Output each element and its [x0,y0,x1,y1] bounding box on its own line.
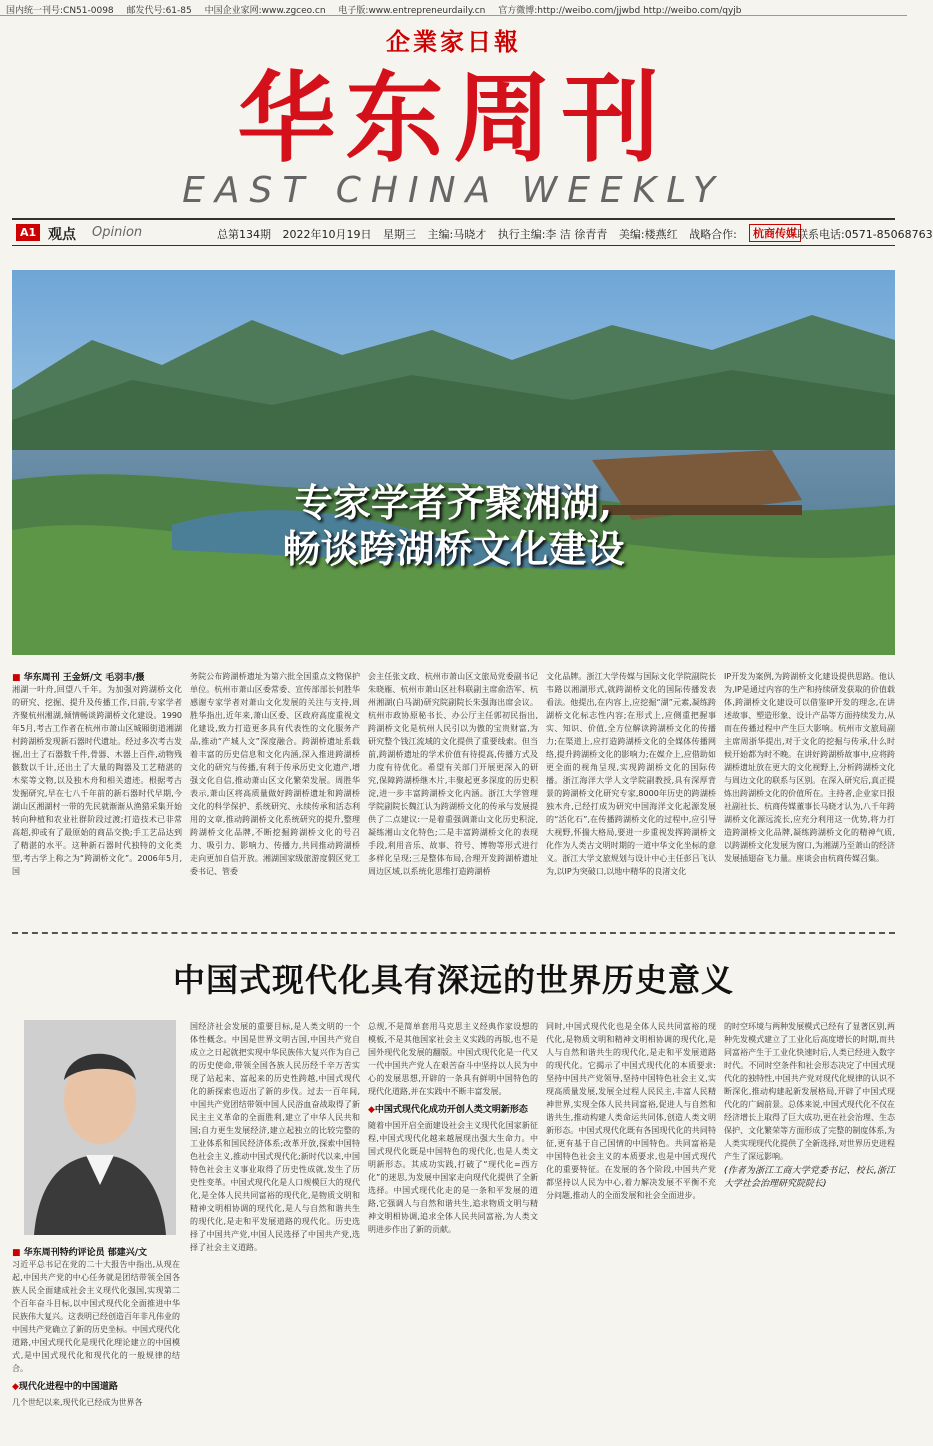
masthead-english: EAST CHINA WEEKLY [182,170,725,211]
story1-byline-text: 华东周刊 王金妍/文 毛羽丰/摄 [23,673,145,683]
author-portrait-image [24,1020,176,1235]
weibo-link[interactable]: 官方微博:http://weibo.com/jjwbd http://weibo.com/qyjb [498,6,742,16]
story2-column-3 [368,1020,538,1440]
page-number: A1 [16,224,40,241]
author-portrait [24,1020,176,1235]
partner-label: 战略合作: [689,228,737,241]
story1-byline: ■ 华东周刊 王金妍/文 毛羽丰/摄 [12,673,145,683]
paper-logo: 企業家日報 [386,27,521,56]
story1-col1-text: 湘湖一叶舟,回望八千年。为加强对跨湖桥文化的研究、挖掘、提升及传播工作,日前,专家学者齐聚杭州湘湖,倾情畅谈跨湖桥文化建设。1990年5月,考古工作者在杭州市萧山区城厢街道湘湖村跨湖桥发现新石器时代遗址。经过多次考古发掘,出土了石器数千件,骨器、木器上百件,动物残骸数以千计,还出土了大量的陶器及工艺精湛的木桨等文物,以及独木舟和相关遗迹。根据考古发掘研究,早在七八千年前的新石器时代早期,今湖山区湘湖村一带的先民就渐渐从渔猎采集开始转向种植和农业社群阶段过渡;打造技术已非常高超,抑或有了最原始的商品交换;手工艺品达到了精湛的水平。这种新石器时代独特的文化类型,考古学上称之为“跨湖桥文化”。2006年5月,国 [12,685,182,876]
partner-logo: 杭商传媒 [749,224,801,242]
story2-column-5 [724,1020,895,1440]
story1-column-5: IP开发为案例,为跨湖桥文化建设提供思路。他认为,IP是通过内容的生产和持续研发获取的价值载体,跨湖桥文化建设可以借鉴IP开发的理念,在讲述故事、塑造形象、设计产品等方面持续发力,从而在传播过程中产生巨大影响。杭州市文旅局副主席周浙华提出,对于文化的挖掘与传承,什么时候开始都为时不晚。在讲好跨湖桥故事中,应将跨湖桥遗址放在更大的文化视野上,分析跨湖桥文化与周边文化的联系与区别。在深入研究后,真正提炼出跨湖桥文化的价值所在。主持者,企业家日报社副社长、杭商传媒董事长马晓才认为,八千年跨湖桥文化源远流长,应充分利用这一优势,将力打造跨湖桥文化品牌,凝练跨湖桥文化的精神气质,以跨湖桥文化发展为窗口,为湘湖乃至萧山的经济发展插翅奋飞力量。座谈会由杭商传媒召集。 [724,672,895,863]
story2-column-1 [12,1245,180,1440]
section-divider [12,932,895,934]
post-code: 邮发代号:61-85 [126,6,192,16]
story2-subhead-1-text: 现代化进程中的中国道路 [18,1382,118,1392]
story2-byline: ■ 华东周刊特约评论员 郁建兴/文 [12,1248,148,1258]
headline-story1-line1: 专家学者齐聚湘湖, [294,480,613,525]
site-link[interactable]: 中国企业家网:www.zgceo.cn [204,6,326,16]
story2-column-2: 国经济社会发展的重要目标,是人类文明的一个体性概念。中国是世界文明古国,中国共产党自成立之日起就把实现中华民族伟大复兴作为自己的历史使命,带领全国各族人民历经千辛万苦实现了站起来、富起来的历史性跨越,中国式现代化的新探索也迈出了新的步伐。过去一百年间,中国共产党团结带领中国人民浴血奋战取得了新民主主义革命的全面胜利,建立了中华人民共和国;自力更生发展经济,建立起独立的比较完整的工业体系和国民经济体系;改革开放,探索中国特色社会主义,推动中国式现代化;新时代以来,中国特色社会主义事业取得了历史性成就,发生了历史性变革。中国式现代化是人口规模巨大的现代化,是全体人民共同富裕的现代化,是物质文明和精神文明相协调的现代化,是人与自然和谐共生的现代化,是走和平发展道路的现代化。历史选择了中国共产党,中国人民选择了中国共产党,选择了社会主义道路。 [190,1022,360,1252]
issue-info-bar [12,218,933,246]
story1-column-1 [12,670,182,925]
story2-byline-text: 华东周刊特约评论员 郁建兴/文 [23,1248,148,1258]
contact-phone: 联系电话:0571-85068763 [797,228,933,241]
issue-meta [217,226,745,242]
story2-col3-bottom: 随着中国开启全面建设社会主义现代化国家新征程,中国式现代化越来越展现出强大生命力。中国式现代化既是中国特色的现代化,也是人类文明新形态。其成功实践,打破了“现代化=西方化”的迷思,为发展中国家走向现代化提供了全新选择。中国式现代化走的是一条和平发展的道路,它强调人与自然和谐共生,追求物质文明与精神文明相协调,追求全体人民共同富裕,为人类文明进步作出了新的贡献。 [368,1121,538,1234]
issue-number: 总第134期 [217,228,271,241]
story2-col1-text: 习近平总书记在党的二十大报告中指出,从现在起,中国共产党的中心任务就是团结带领全国各族人民全面建成社会主义现代化强国,实现第二个百年奋斗目标,以中国式现代化全面推进中华民族伟大复兴。这表明已经创造百年非凡伟业的中国共产党确立了新的历史坐标。中国式现代化道路,中国式现代化是现代化理论建立的中国模式,是中国式现代化和现代化的一般规律的结合。 [12,1260,180,1373]
section-title-en: Opinion [92,225,143,240]
story2-subhead-1: ◆现代化进程中的中国道路 [12,1382,118,1392]
top-info-bar [0,0,907,16]
exec-editor: 执行主编:李 洁 徐青青 [497,228,608,241]
story2-col3-top: 总规,不是简单套用马克思主义经典作家设想的模板,不是其他国家社会主义实践的再版,也不是国外现代化发展的翻版。中国式现代化是一代又一代中国共产党人在艰苦奋斗中坚持以人民为中心的发展思想,开辟的一条具有鲜明中国特色的现代化道路,并在实践中不断丰富发展。 [368,1022,538,1096]
lake-photo [12,270,895,655]
art-editor: 美编:楼燕红 [618,228,678,241]
issue-weekday: 星期三 [383,228,416,241]
story1-column-4: 文化品牌。浙江大学传媒与国际文化学院副院长韦路以湘湖形式,就跨湖桥文化的国际传播发表看法。他提出,在内容上,应挖掘“湖”元素,凝练跨湖桥文化标志性内容;在形式上,应侧重把握事实、知识、价值,全方位解读跨湖桥文化的传播力;在渠道上,应打造跨湖桥文化的全媒体传播网络,提升跨湖桥文化的影响力;在媒介上,应借助如更全面的视角呈现,实现跨湖桥文化的国际传播。浙江海洋大学人文学院副教授,具有深厚背景的跨湖桥文化研究专家,8000年历史的跨湖桥独木舟,已经打成为研究中国海洋文化起源发展的“活化石”,在传播跨湖桥文化的过程中,应引导大视野,怀揣大格局,要进一步重视发挥跨湖桥文化作为人类古文明时期的一道中华文化坐标的意义。浙江大学文旅规划与设计中心主任彭吕飞认为,以IP为突破口,以地中精华的良渚文化 [546,672,716,876]
headline-story1 [12,480,895,572]
masthead-title: 华东周刊 [237,61,670,176]
section-title: 观点 [48,227,76,243]
story2-column-4: 同时,中国式现代化也是全体人民共同富裕的现代化,是物质文明和精神文明相协调的现代化,是人与自然和谐共生的现代化,是走和平发展道路的现代化。它揭示了中国式现代化的本质要求:坚持中国共产党领导,坚持中国特色社会主义,实现高质量发展,发展全过程人民民主,丰富人民精神世界,实现全体人民共同富裕,促进人与自然和谐共生,推动构建人类命运共同体,创造人类文明新形态。中国式现代化既有各国现代化的共同特征,更有基于自己国情的中国特色。共同富裕是中国特色社会主义的本质要求,也是中国式现代化的重要特征。在发展的各个阶段,中国共产党都坚持以人民为中心,着力解决发展不平衡不充分问题,推动人的全面发展和社会全面进步。 [546,1022,716,1200]
story2-col5-text: 的时空环境与两种发展模式已经有了显著区别,两种先发模式建立了工业化后高度增长的时期,而共同富裕产生于工业化快速时后,人类已经进入数字时代。不同时空条件和社会形态决定了中国式现代化的独特性,中国共产党对现代化规律的认识不断深化,推动构建起新发展格局,开辟了中国式现代化的广阔前景。总体来说,中国式现代化不仅在经济增长上取得了巨大成功,更在社会治理、生态保护、文化繁荣等方面形成了完整的制度体系,为人类实现现代化提供了全新选择,对世界历史进程产生了深远影响。 [724,1022,895,1161]
cn-number: 国内统一刊号:CN51-0098 [6,6,114,16]
eweb-link[interactable]: 电子版:www.entrepreneurdaily.cn [338,6,486,16]
author-signature: (作者为浙江工商大学党委书记、校长,浙江大学社会治理研究院院长) [724,1166,895,1189]
issue-date: 2022年10月19日 [282,228,372,241]
headline-story2: 中国式现代化具有深远的世界历史意义 [172,961,734,999]
chief-editor: 主编:马晓才 [427,228,487,241]
headline-story1-line2: 畅谈跨湖桥文化建设 [282,526,625,571]
story1-column-2: 务院公布跨湖桥遗址为第六批全国重点文物保护单位。杭州市萧山区委常委、宣传部部长何胜华感谢专家学者对萧山文化发展的关注与支持,周胜华指出,近年来,萧山区委、区政府高度重视文化建设,致力打造更多具有代表性的文化服务产品,推动“产城人文”深度融合。跨湖桥遗址系载着丰富的历史信息和文化内涵,深入推进跨湖桥文化的研究与传播,有利于传承历史文化遗产,增强文化自信,推动萧山区文化繁荣发展。周胜华表示,萧山区将高质量做好跨湖桥遗址和跨湖桥文化的科学保护、系统研究、永续传承和活态利用的文章,推动跨湖桥文化系统研究的提升,整理跨湖桥文化品牌,不断挖掘跨湖桥文化的号召力、吸引力、影响力、传播力,共同推动跨湖桥走向更加自信开放。湘湖国家级旅游度假区党工委书记、管委 [190,672,360,876]
story2-subhead-2-text: 中国式现代化成功开创人类文明新形态 [374,1105,528,1115]
lake-landscape-image [12,270,895,655]
story2-col1-tail: 几个世纪以来,现代化已经成为世界各 [12,1398,143,1407]
story1-column-3: 会主任张文政、杭州市萧山区文旅局党委副书记朱晓雁、杭州市萧山区社科联副主席俞浩军、杭州湘湖(白马湖)研究院副院长朱强海出席会议。杭州市政协原秘书长、办公厅主任郭初民指出,跨湖桥文化是杭州人民引以为傲的宝贵财富,为研究整个钱江流域的文化提供了重要线索。但当前,跨湖桥遗址的学术价值有待提高,传播方式及力度有待优化。希望有关部门开展更深入的研究,保障跨湖桥继木片,丰聚起更多深度的历史积淀,进一步丰富跨湖桥文化内涵。浙江大学管理学院副院长魏江认为跨湖桥文化的传承与发展提供了二点建议:一是着重强调萧山文化历史积淀,凝练湘山文化特色;二是丰富跨湖桥文化的表现手段,利用音乐、故事、符号、博物等形式进行多样化呈现;三是整体布局,合理开发跨湖桥遗址周边区域,以系统化思维打造跨湖桥 [368,672,538,876]
story2-subhead-2: ◆中国式现代化成功开创人类文明新形态 [368,1105,528,1115]
